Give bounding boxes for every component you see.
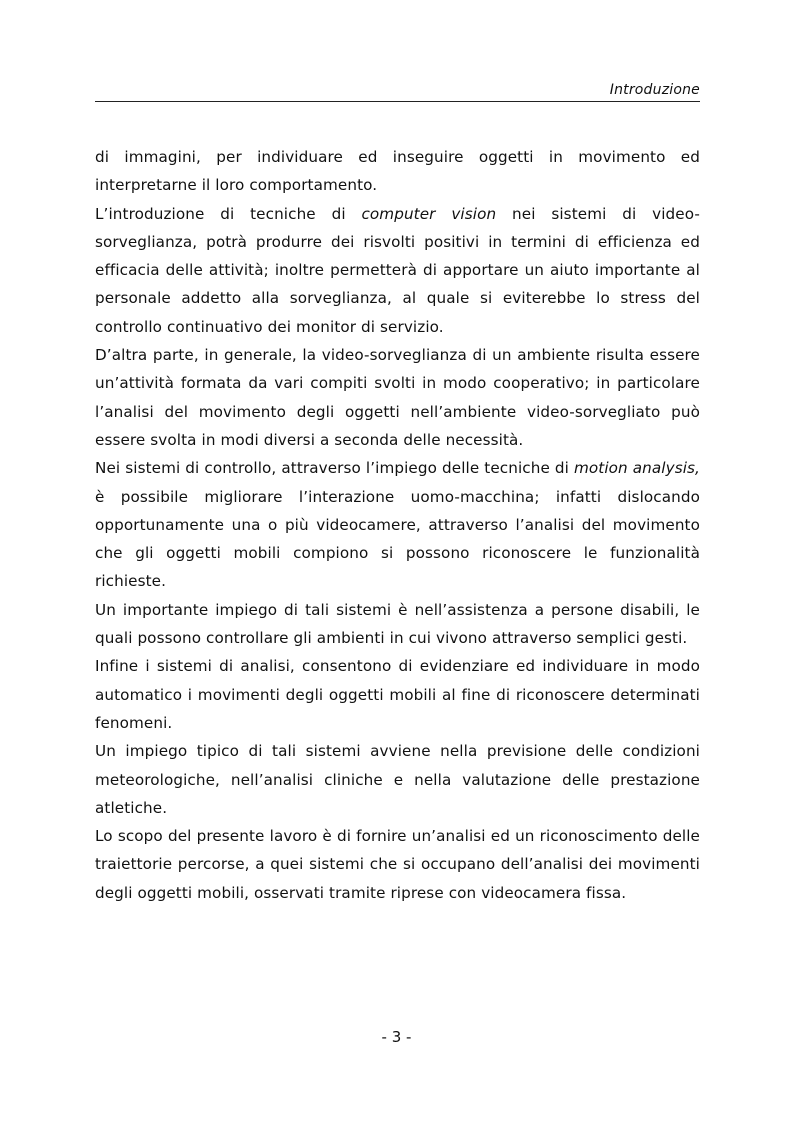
emphasized-term: computer vision (361, 204, 497, 223)
paragraph-text: Un importante impiego di tali sistemi è nell’assistenza a persone disabili, le quali possono controllare gli ambienti in cui vivono attraverso semplici gesti. (95, 600, 700, 648)
paragraph (95, 454, 700, 595)
paragraph-text: Lo scopo del presente lavoro è di fornire un’analisi ed un riconoscimento delle traiettorie percorse, a quei sistemi che si occupano dell’analisi dei movimenti degli oggetti mobili, osservati tramite riprese con videocamera fissa. (95, 827, 700, 902)
paragraph (95, 143, 700, 200)
body-text (95, 143, 700, 907)
paragraph-text: D’altra parte, in generale, la video-sorveglianza di un ambiente risulta essere un’attività formata da vari compiti svolti in modo cooperativo; in particolare l’analisi del movimento degli oggetti nell’ambiente video-sorvegliato può essere svolta in modi diversi a seconda delle necessità. (95, 346, 700, 449)
paragraph (95, 341, 700, 454)
paragraph-text: di immagini, per individuare ed inseguire oggetti in movimento ed interpretarne il loro comportamento. (95, 148, 700, 195)
paragraph-text: è possibile migliorare l’interazione uomo-macchina; infatti dislocando opportunamente una o più videocamere, attraverso l’analisi del movimento che gli oggetti mobili compiono si possono riconoscere le funzionalità richieste. (95, 487, 700, 591)
paragraph-text: Nei sistemi di controllo, attraverso l’impiego delle tecniche di (95, 459, 574, 478)
paragraph-text: nei sistemi di video-sorveglianza, potrà produrre dei risvolti positivi in termini di efficienza ed efficacia delle attività; inoltre permetterà di apportare un aiuto importante al personale addetto alla sorveglianza, al quale si eviterebbe lo stress del controllo continuativo dei monitor di servizio. (95, 204, 700, 336)
paragraph-text: L’introduzione di tecniche di (95, 204, 362, 223)
paragraph-text: Un impiego tipico di tali sistemi avviene nella previsione delle condizioni meteorologiche, nell’analisi cliniche e nella valutazione delle prestazione atletiche. (95, 742, 700, 817)
paragraph (95, 822, 700, 907)
paragraph (95, 737, 700, 822)
paragraph (95, 200, 700, 341)
page-number: - 3 - (381, 1028, 412, 1046)
paragraph (95, 652, 700, 737)
emphasized-term: motion analysis, (573, 459, 700, 478)
paragraph-text: Infine i sistemi di analisi, consentono di evidenziare ed individuare in modo automatico i movimenti degli oggetti mobili al fine di riconoscere determinati fenomeni. (95, 657, 700, 732)
paragraph (95, 596, 700, 653)
header-title: Introduzione (609, 82, 700, 98)
page-header (95, 80, 700, 102)
